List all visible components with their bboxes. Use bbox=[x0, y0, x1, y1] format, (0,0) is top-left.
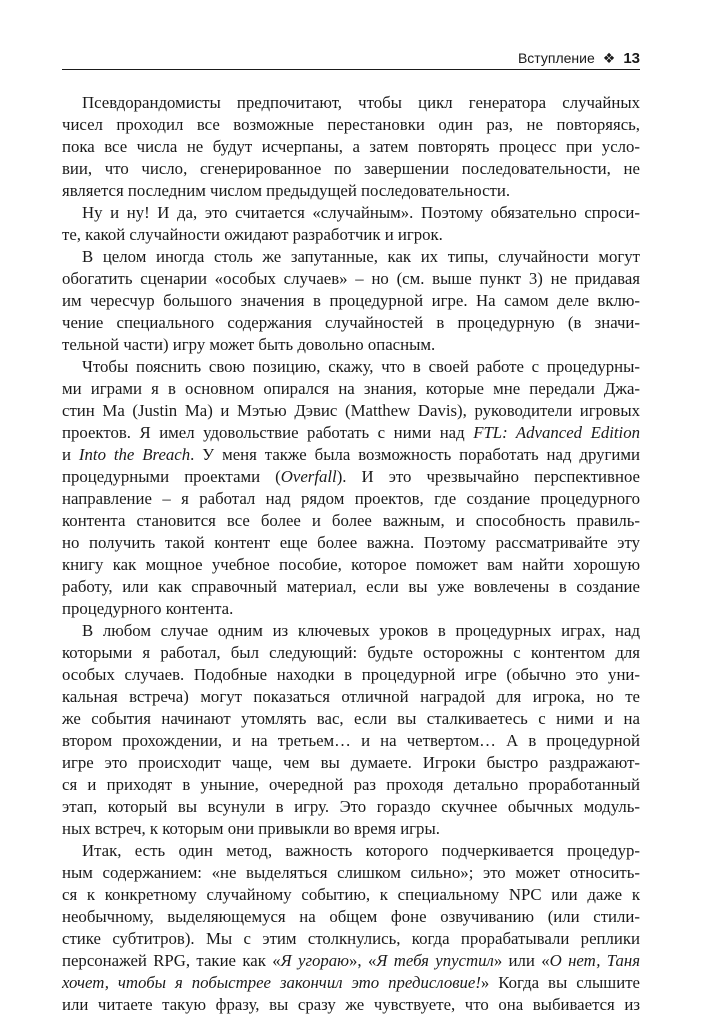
italic-text: Overfall bbox=[280, 467, 337, 486]
text-segment: же события начинают утомлять вас, если вы сталкиваетесь с ними и на bbox=[62, 709, 640, 728]
text-line bbox=[62, 884, 640, 906]
text-segment: чение специального содержания случайностей в процедурную (в значи- bbox=[62, 313, 640, 332]
text-line bbox=[62, 862, 640, 884]
text-segment: ным содержанием: «не выделяться слишком сильно»; это может относить- bbox=[62, 863, 640, 882]
text-segment: . У меня также была возможность поработать над другими bbox=[190, 445, 640, 464]
text-line bbox=[62, 246, 640, 268]
italic-text: Я угораю bbox=[280, 951, 349, 970]
running-header bbox=[62, 47, 640, 70]
text-segment: чисел проходил все возможные перестановки один раз, не повторяясь, bbox=[62, 115, 640, 134]
text-line bbox=[62, 334, 640, 356]
text-line bbox=[62, 202, 640, 224]
text-segment: тельной части) игру может быть довольно опасным. bbox=[62, 335, 436, 354]
text-line bbox=[62, 730, 640, 752]
text-line bbox=[62, 708, 640, 730]
text-segment: процедурными проектами ( bbox=[62, 467, 281, 486]
section-title: Вступление bbox=[517, 50, 595, 66]
text-line bbox=[62, 752, 640, 774]
text-segment: ся к конкретному случайному событию, к специальному NPC или даже к bbox=[62, 885, 640, 904]
text-line bbox=[62, 972, 640, 994]
text-line bbox=[62, 950, 640, 972]
text-line bbox=[62, 774, 640, 796]
text-segment: кальная встреча) могут показаться отличной наградой для игрока, но те bbox=[62, 687, 640, 706]
text-segment: стин Ма (Justin Ma) и Мэтью Дэвис (Matthew Davis), руководители игровых bbox=[62, 401, 640, 420]
text-segment: вии, что число, сгенерированное по завершении последовательности, не bbox=[62, 159, 640, 178]
text-line bbox=[62, 554, 640, 576]
text-line bbox=[62, 642, 640, 664]
text-line bbox=[62, 576, 640, 598]
text-line bbox=[62, 356, 640, 378]
ornament-icon: ❖ bbox=[602, 49, 616, 66]
paragraph bbox=[62, 202, 640, 246]
text-line bbox=[62, 906, 640, 928]
text-segment: этап, который вы всунули в игру. Это гораздо скучнее обычных модуль- bbox=[62, 797, 640, 816]
text-segment: » Когда вы слышите bbox=[480, 973, 640, 992]
text-segment: Итак, есть один метод, важность которого подчеркивается процедур- bbox=[82, 841, 640, 860]
paragraph bbox=[62, 246, 640, 356]
text-line bbox=[62, 158, 640, 180]
italic-text: FTL: Advanced Edition bbox=[473, 423, 640, 442]
text-line bbox=[62, 664, 640, 686]
text-segment: контента становится все более и более важным, и способность правиль- bbox=[62, 511, 640, 530]
text-segment: процедурного контента. bbox=[62, 599, 234, 618]
text-segment: является последним числом предыдущей последовательности. bbox=[62, 181, 511, 200]
text-segment: В целом иногда столь же запутанные, как их типы, случайности могут bbox=[82, 247, 640, 266]
text-line bbox=[62, 268, 640, 290]
text-segment: Чтобы пояснить свою позицию, скажу, что в своей работе с процедурны- bbox=[82, 357, 640, 376]
text-segment: Ну и ну! И да, это считается «случайным». Поэтому обязательно спроси- bbox=[82, 203, 640, 222]
text-segment: книгу как мощное учебное пособие, которое поможет вам найти хорошую bbox=[62, 555, 640, 574]
text-segment: », « bbox=[349, 951, 377, 970]
text-line bbox=[62, 290, 640, 312]
text-segment: персонажей RPG, такие как « bbox=[62, 951, 281, 970]
paragraph bbox=[62, 92, 640, 202]
text-segment: проектов. Я имел удовольствие работать с ними над bbox=[62, 423, 474, 442]
text-segment: или читаете такую фразу, вы сразу же чувствуете, что она выбивается из bbox=[62, 995, 640, 1014]
text-line bbox=[62, 422, 640, 444]
text-segment: втором прохождении, и на третьем… и на четвертом… А в процедурной bbox=[62, 731, 640, 750]
text-segment: ми играми я в основном опирался на знания, которые мне передали Джа- bbox=[62, 379, 640, 398]
text-segment: необычному, выделяющемуся на общем фоне озвучиванию (или стили- bbox=[62, 907, 640, 926]
text-line bbox=[62, 312, 640, 334]
paragraph bbox=[62, 620, 640, 840]
text-segment: » или « bbox=[493, 951, 550, 970]
text-line bbox=[62, 400, 640, 422]
text-segment: игре это происходит чаще, чем вы думаете. Игроки быстро раздражают- bbox=[62, 753, 640, 772]
text-line bbox=[62, 136, 640, 158]
text-segment: пока все числа не будут исчерпаны, а затем повторять процесс при усло- bbox=[62, 137, 640, 156]
text-line bbox=[62, 466, 640, 488]
text-segment: им чересчур большого значения в процедурной игре. На самом деле вклю- bbox=[62, 291, 640, 310]
text-line bbox=[62, 224, 640, 246]
text-line bbox=[62, 114, 640, 136]
italic-text: О нет, Таня bbox=[549, 951, 640, 970]
text-segment: те, какой случайности ожидают разработчик и игрок. bbox=[62, 225, 443, 244]
text-line bbox=[62, 92, 640, 114]
text-line bbox=[62, 818, 640, 840]
text-line bbox=[62, 598, 640, 620]
page-number: 13 bbox=[623, 49, 640, 67]
text-segment: которыми я работал, был следующий: будьте осторожны с контентом для bbox=[62, 643, 640, 662]
paragraph bbox=[62, 356, 640, 620]
text-line bbox=[62, 180, 640, 202]
text-segment: стике субтитров). Мы с этим столкнулись, когда прорабатывали реплики bbox=[62, 929, 640, 948]
text-line bbox=[62, 378, 640, 400]
text-segment: ). И это чрезвычайно перспективное bbox=[336, 467, 640, 486]
text-segment: В любом случае одним из ключевых уроков в процедурных играх, над bbox=[82, 621, 640, 640]
text-segment: направление – я работал над рядом проектов, где создание процедурного bbox=[62, 489, 640, 508]
text-segment: обогатить сценарии «особых случаев» – но (см. выше пункт 3) не придавая bbox=[62, 269, 640, 288]
italic-text: Я тебя упустил bbox=[376, 951, 494, 970]
body-text bbox=[62, 92, 640, 1016]
text-segment: ся и приходят в уныние, очередной раз проходя детально проработанный bbox=[62, 775, 640, 794]
text-segment: но получить такой контент еще более важна. Поэтому рассматривайте эту bbox=[62, 533, 640, 552]
text-segment: Псевдорандомисты предпочитают, чтобы цикл генератора случайных bbox=[82, 93, 640, 112]
text-line bbox=[62, 796, 640, 818]
text-line bbox=[62, 510, 640, 532]
italic-text: Into the Breach bbox=[78, 445, 191, 464]
italic-text: хочет, чтобы я побыстрее закончил это предисловие! bbox=[62, 973, 481, 992]
text-line bbox=[62, 840, 640, 862]
text-segment: работу, или как справочный материал, если вы уже вовлечены в создание bbox=[62, 577, 640, 596]
text-segment: особых случаев. Подобные находки в процедурной игре (обычно это уни- bbox=[62, 665, 640, 684]
text-line bbox=[62, 928, 640, 950]
text-line bbox=[62, 686, 640, 708]
text-line bbox=[62, 488, 640, 510]
text-segment: и bbox=[62, 445, 79, 464]
text-line bbox=[62, 994, 640, 1016]
paragraph bbox=[62, 840, 640, 1016]
text-segment: ных встреч, к которым они привыкли во время игры. bbox=[62, 819, 440, 838]
text-line bbox=[62, 532, 640, 554]
text-line bbox=[62, 444, 640, 466]
text-line bbox=[62, 620, 640, 642]
